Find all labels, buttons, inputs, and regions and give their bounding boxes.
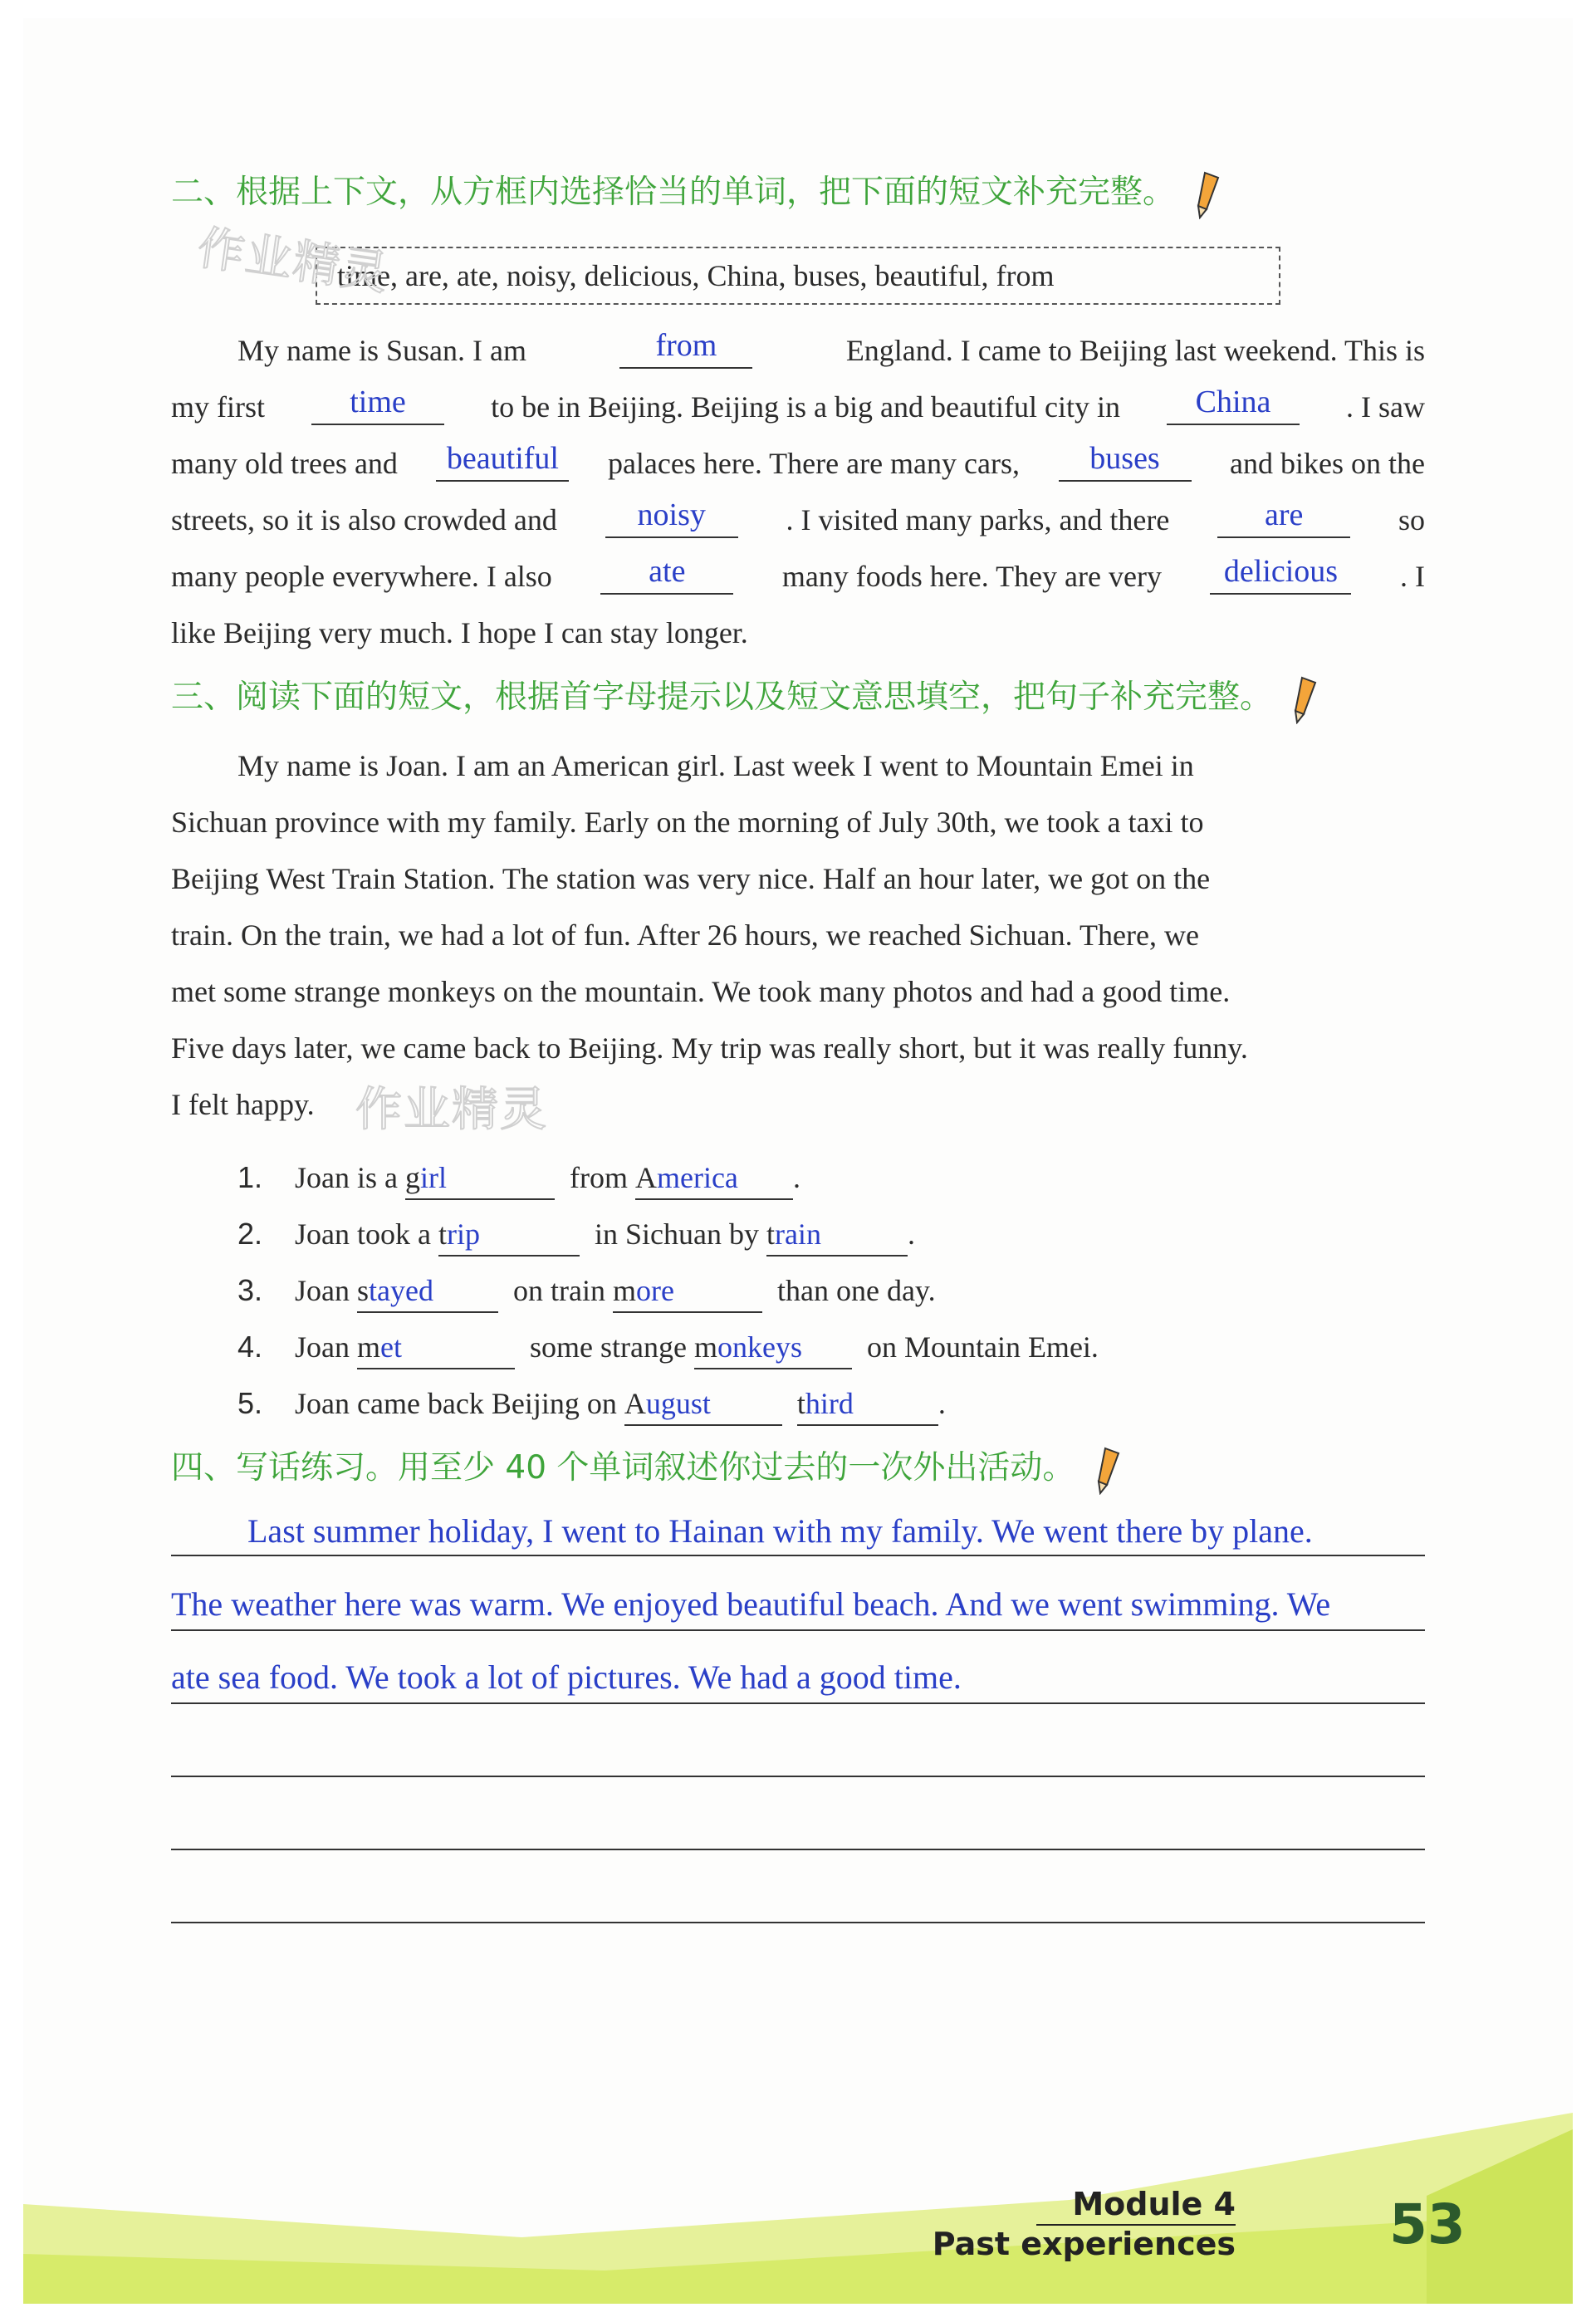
reading-line-6: [171, 1025, 1425, 1071]
answer-blank: [694, 1326, 852, 1369]
text-segment: many old trees and: [171, 447, 398, 480]
passage-line-1: [237, 327, 1425, 374]
writing-text: Last summer holiday, I went to Hainan with my family. We went there by plane.: [247, 1512, 1313, 1550]
passage-line-3: [171, 440, 1425, 487]
reading-text: Five days later, we came back to Beijing. My trip was really short, but it was really funny.: [171, 1031, 1248, 1065]
question-number: 3.: [237, 1273, 263, 1307]
writing-text: The weather here was warm. We enjoyed beautiful beach. And we went swimming. We: [171, 1585, 1331, 1623]
question-text: on train: [513, 1274, 605, 1307]
writing-line-2: [171, 1580, 1425, 1631]
question-text: some strange: [530, 1330, 687, 1364]
pencil-icon: [1193, 169, 1226, 219]
section-4-title-text: 四、写话练习。用至少 40 个单词叙述你过去的一次外出活动。: [171, 1449, 1075, 1487]
hint-letter: m: [612, 1274, 636, 1307]
answer-blank: [1059, 440, 1192, 482]
passage-line-5: [171, 553, 1425, 600]
answer-text: hird: [805, 1387, 854, 1420]
question-5: [237, 1380, 946, 1427]
answer-text: are: [1264, 497, 1304, 532]
writing-line-4: [171, 1726, 1425, 1777]
text-segment: to be in Beijing. Beijing is a big and beautiful city in: [491, 390, 1120, 424]
passage-line-4: [171, 497, 1425, 543]
writing-line-3: [171, 1653, 1425, 1704]
text-segment: My name is Susan. I am: [237, 334, 526, 367]
question-number: 2.: [237, 1217, 263, 1251]
answer-blank: [357, 1270, 498, 1313]
text-segment: so: [1398, 503, 1425, 536]
answer-text: beautiful: [446, 441, 559, 476]
text-segment: England. I came to Beijing last weekend. This is: [845, 334, 1425, 367]
hint-letter: s: [357, 1274, 370, 1307]
question-number: 4.: [237, 1330, 263, 1364]
text-segment: and bikes on the: [1230, 447, 1425, 480]
text-segment: . I: [1399, 560, 1425, 593]
page-number: 53: [1389, 2192, 1466, 2256]
hint-letter: t: [766, 1217, 775, 1251]
reading-text: My name is Joan. I am an American girl. Last week I went to Mountain Emei in: [237, 749, 1194, 782]
answer-text: irl: [419, 1161, 447, 1194]
text-segment: like Beijing very much. I hope I can stay longer.: [171, 616, 748, 649]
answer-text: tayed: [369, 1274, 433, 1307]
answer-blank: [600, 553, 733, 595]
answer-blank: [311, 384, 444, 425]
answer-text: ore: [636, 1274, 674, 1307]
module-title: Module 4: [1072, 2186, 1236, 2222]
answer-blank: [797, 1383, 938, 1426]
writing-line-5: [171, 1799, 1425, 1850]
answer-blank: [436, 440, 569, 482]
hint-letter: A: [634, 1161, 657, 1194]
answer-text: delicious: [1223, 554, 1339, 589]
section-4-title: [171, 1442, 1127, 1495]
answer-text: rain: [774, 1217, 821, 1251]
reading-text: Sichuan province with my family. Early on the morning of July 30th, we took a taxi to: [171, 806, 1204, 839]
reading-line-1: [237, 742, 1425, 789]
answer-text: rip: [446, 1217, 480, 1251]
writing-line-1: [171, 1506, 1425, 1556]
answer-text: ate: [649, 554, 686, 589]
passage-line-2: [171, 384, 1425, 430]
answer-blank: [605, 497, 738, 538]
section-2-title-text: 二、根据上下文，从方框内选择恰当的单词，把下面的短文补充完整。: [171, 174, 1176, 211]
footer-band: [23, 2113, 1573, 2304]
question-text: in Sichuan by: [594, 1217, 759, 1251]
watermark-2: [355, 1073, 548, 1139]
watermark-text: 作业精灵: [355, 1083, 548, 1137]
reading-text: I felt happy.: [171, 1088, 315, 1121]
reading-line-3: [171, 855, 1425, 902]
answer-text: time: [350, 385, 406, 419]
hint-letter: g: [404, 1161, 420, 1194]
answer-blank: [405, 1157, 555, 1200]
answer-blank: [624, 1383, 782, 1426]
question-text: from: [569, 1161, 628, 1194]
hint-letter: t: [438, 1217, 447, 1251]
question-text: .: [792, 1161, 800, 1194]
answer-blank: [357, 1326, 515, 1369]
section-3-title: [171, 671, 1324, 724]
reading-line-2: [171, 799, 1425, 845]
pencil-icon: [1094, 1445, 1127, 1495]
word-bank-text: time, are, ate, noisy, delicious, China, buses, beautiful, from: [337, 259, 1055, 292]
hint-letter: m: [693, 1330, 717, 1364]
reading-text: Beijing West Train Station. The station was very nice. Half an hour later, we got on the: [171, 862, 1211, 895]
answer-text: merica: [656, 1161, 738, 1194]
answer-blank: [635, 1157, 793, 1200]
watermark-1: [194, 211, 394, 304]
hint-letter: A: [624, 1387, 646, 1420]
answer-blank: [613, 1270, 762, 1313]
question-number: 5.: [237, 1386, 263, 1420]
answer-text: et: [380, 1330, 402, 1364]
pencil-icon: [1290, 674, 1324, 724]
question-text: Joan is a: [295, 1161, 398, 1194]
answer-text: buses: [1089, 441, 1160, 476]
question-1: [237, 1154, 800, 1201]
watermark-text: 作业精灵: [193, 221, 393, 301]
question-text: Joan came back Beijing on: [295, 1387, 617, 1420]
answer-text: ugust: [645, 1387, 711, 1420]
writing-text: ate sea food. We took a lot of pictures. We had a good time.: [171, 1658, 962, 1696]
answer-blank: [1167, 384, 1300, 425]
answer-blank: [1217, 497, 1350, 538]
answer-text: China: [1195, 385, 1271, 419]
text-segment: streets, so it is also crowded and: [171, 503, 557, 536]
reading-line-4: [171, 912, 1425, 958]
answer-blank: [438, 1213, 580, 1257]
text-segment: many foods here. They are very: [781, 560, 1162, 593]
reading-text: train. On the train, we had a lot of fun. After 26 hours, we reached Sichuan. There, we: [171, 919, 1199, 952]
answer-text: from: [655, 328, 717, 363]
reading-text: met some strange monkeys on the mountain. We took many photos and had a good time.: [171, 975, 1231, 1008]
answer-blank: [1210, 553, 1351, 595]
word-bank-box: [316, 247, 1280, 305]
question-text: on Mountain Emei.: [866, 1330, 1099, 1364]
section-3-title-text: 三、阅读下面的短文，根据首字母提示以及短文意思填空，把句子补充完整。: [171, 678, 1273, 716]
answer-blank: [766, 1213, 908, 1257]
text-segment: my first: [171, 390, 265, 424]
reading-line-5: [171, 968, 1425, 1015]
hint-letter: m: [357, 1330, 381, 1364]
text-segment: . I saw: [1346, 390, 1425, 424]
module-subtitle: Past experiences: [932, 2226, 1236, 2262]
question-3: [237, 1267, 936, 1314]
answer-text: onkeys: [717, 1330, 802, 1364]
question-text: Joan: [295, 1274, 350, 1307]
question-number: 1.: [237, 1160, 263, 1194]
question-text: than one day.: [776, 1274, 936, 1307]
text-segment: . I visited many parks, and there: [786, 503, 1170, 536]
question-text: Joan took a: [295, 1217, 431, 1251]
text-segment: many people everywhere. I also: [171, 560, 552, 593]
workbook-page: [23, 18, 1573, 2304]
question-2: [237, 1211, 915, 1257]
writing-line-6: [171, 1872, 1425, 1923]
module-label: [903, 2186, 1236, 2262]
question-text: .: [938, 1387, 946, 1420]
passage-line-6: [171, 610, 1425, 656]
question-4: [237, 1324, 1099, 1370]
section-2-title: [171, 166, 1226, 219]
hint-letter: t: [796, 1387, 805, 1420]
answer-blank: [619, 327, 752, 369]
answer-text: noisy: [637, 497, 706, 532]
text-segment: palaces here. There are many cars,: [607, 447, 1020, 480]
question-text: .: [907, 1217, 915, 1251]
question-text: Joan: [295, 1330, 350, 1364]
